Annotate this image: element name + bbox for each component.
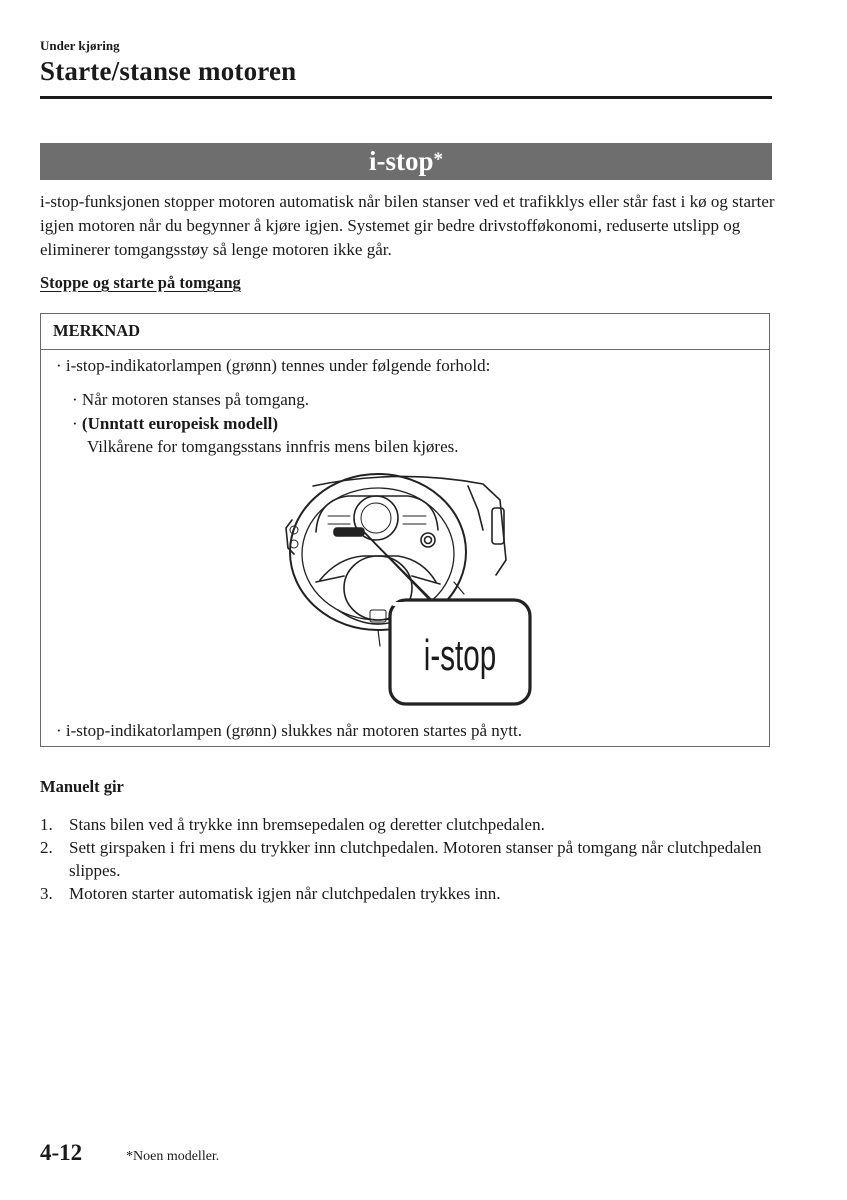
note-bullet-1: [56, 354, 490, 378]
title-divider: [40, 96, 772, 99]
step-text: Motoren starter automatisk igjen når clutchpedalen trykkes inn.: [69, 884, 501, 903]
section-title: i-stop: [368, 146, 434, 176]
note-sub-item-2: [72, 412, 278, 436]
step-number: 1.: [40, 815, 53, 834]
note-sub-item-1-text: Når motoren stanses på tomgang.: [81, 390, 310, 409]
steering-wheel-illustration: [278, 470, 538, 710]
step-number: 3.: [40, 884, 53, 903]
manual-transmission-heading: Manuelt gir: [40, 777, 124, 796]
i-stop-label: i-stop: [423, 630, 497, 680]
subheading-idle-stop: Stoppe og starte på tomgang: [40, 273, 241, 292]
bullet-mark: ·: [72, 414, 78, 433]
note-heading: MERKNAD: [41, 314, 769, 350]
section-banner: [40, 143, 772, 180]
breadcrumb: Under kjøring: [40, 38, 120, 53]
footnote: *Noen modeller.: [126, 1149, 220, 1164]
list-item: [40, 813, 780, 836]
page-number: 4-12: [40, 1140, 83, 1165]
steps-list: [40, 813, 780, 905]
bullet-mark: ·: [56, 356, 62, 375]
step-number: 2.: [40, 838, 53, 857]
steering-wheel-figure: [278, 470, 538, 710]
note-sub-item-2-heading: (Unntatt europeisk modell): [81, 414, 279, 433]
i-stop-indicator-lamp: [334, 528, 364, 536]
note-bullet-2: [56, 719, 522, 743]
step-text: Stans bilen ved å trykke inn bremsepedalen og deretter clutchpedalen.: [69, 815, 545, 834]
bullet-mark: ·: [72, 390, 78, 409]
list-item: [40, 882, 780, 905]
section-asterisk: *: [433, 149, 443, 170]
note-bullet-1-text: i-stop-indikatorlampen (grønn) tennes under følgende forhold:: [65, 356, 491, 375]
note-sub-item-1: [72, 388, 309, 412]
bullet-mark: ·: [56, 721, 62, 740]
note-sub-item-2-text: Vilkårene for tomgangsstans innfris mens bilen kjøres.: [87, 437, 459, 456]
list-item: [40, 836, 780, 882]
step-text: Sett girspaken i fri mens du trykker inn clutchpedalen. Motoren stanser på tomgang når clutchpedalen slippes.: [69, 838, 762, 880]
intro-paragraph: i-stop-funksjonen stopper motoren automatisk når bilen stanser ved et trafikklys eller står fast i kø og starter igjen motoren når du begynner å kjøre igjen. Systemet gir bedre drivstofføkonomi, reduserte utslipp og eliminerer tomgangsstøy så lenge motoren ikke går.: [40, 192, 775, 259]
note-bullet-2-text: i-stop-indikatorlampen (grønn) slukkes når motoren startes på nytt.: [65, 721, 522, 740]
page-title: Starte/stanse motoren: [40, 56, 297, 86]
